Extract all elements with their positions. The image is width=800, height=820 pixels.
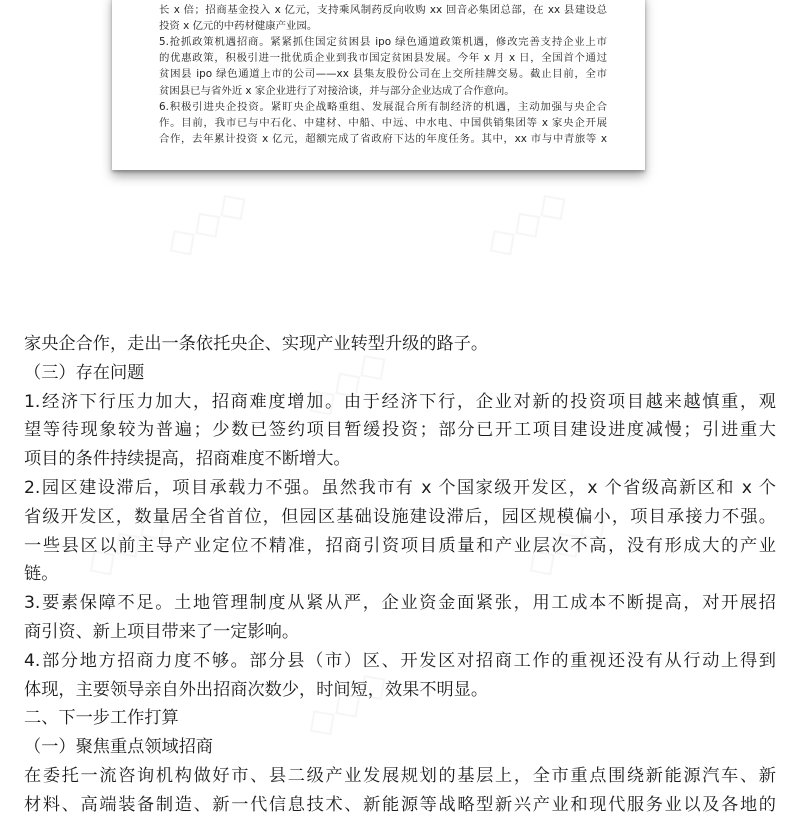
preview-line: 投资 x 亿元的中药材健康产业园。 [159, 20, 318, 33]
body-line: 家央企合作，走出一条依托央企、实现产业转型升级的路子。 [24, 334, 489, 354]
preview-line: 作。目前，我市已与中石化、中建材、中船、中远、中水电、中国供销集团等 x 家央企开展 [159, 116, 607, 129]
preview-line: 5.抢抓政策机遇招商。紧紧抓住国定贫困县 ipo 绿色通道政策机遇，修改完善支持企业上市 [159, 36, 607, 49]
section-heading: 二、下一步工作打算 [24, 708, 179, 729]
body-line: 商引资、新上项目带来了一定影响。 [24, 621, 300, 642]
preview-line: 的优惠政策，积极引进一批优质企业到我市国定贫困县发展。今年 x 月 x 日，全国首个通过 [159, 52, 607, 65]
body-line: 省级开发区，数量居全省首位，但园区基础设施建设滞后，园区规模偏小，项目承接力不强。 [24, 506, 776, 527]
body-line: 在委托一流咨询机构做好市、县二级产业发展规划的基层上，全市重点围绕新能源汽车、新 [24, 765, 776, 786]
preview-line: 贫困县已与省外近 x 家企业进行了对接洽谈，并与部分企业达成了合作意向。 [159, 84, 515, 97]
preview-line: 6.积极引进央企投资。紧盯央企战略重组、发展混合所有制经济的机遇，主动加强与央企合 [159, 100, 607, 113]
document-body [24, 330, 776, 820]
body-line: 材料、高端装备制造、新一代信息技术、新能源等战略型新兴产业和现代服务业以及各地的 [24, 794, 776, 815]
preview-line: 贫困县 ipo 绿色通道上市的公司——xx 县集友股份公司在上交所挂牌交易。截止目前，全市 [159, 68, 607, 81]
preview-line: 长 x 倍；招商基金投入 x 亿元，支持乘风制药反向收购 xx 回音必集团总部，在 xx 县建设总 [159, 4, 607, 17]
watermark-mark: ◇◇◇ [75, 497, 178, 589]
body-line: 望等待现象较为普遍；少数已签约项目暂缓投资；部分已开工项目建设进度减慢；引进重大 [24, 420, 776, 441]
subsection-heading: （一）聚焦重点领域招商 [24, 737, 214, 758]
preview-line: 合作，去年累计投资 x 亿元，超额完成了省政府下达的年度任务。其中，xx 市与中青旅等 x [159, 132, 607, 145]
section-heading: （三）存在问题 [24, 362, 145, 383]
body-line: 2.园区建设滞后，项目承载力不强。虽然我市有 x 个国家级开发区，x 个省级高新区和 x 个 [24, 477, 776, 498]
body-line: 一些县区以前主导产业定位不精准，招商引资项目质量和产业层次不高，没有形成大的产业 [24, 535, 776, 556]
watermark-mark: ◇◇◇ [475, 177, 578, 269]
watermark-mark: ◇◇◇ [155, 177, 258, 269]
preview-text-block [159, 0, 607, 147]
watermark-mark: ◇◇◇ [515, 497, 618, 589]
document-page-preview [112, 0, 645, 170]
body-line: 链。 [24, 564, 59, 585]
body-line: 体现，主要领导亲自外出招商次数少，时间短，效果不明显。 [24, 679, 489, 700]
body-line: 项目的条件持续提高，招商难度不断增大。 [24, 449, 351, 470]
body-line: 4.部分地方招商力度不够。部分县（市）区、开发区对招商工作的重视还没有从行动上得到 [24, 650, 776, 671]
watermark-mark: ◇◇◇ [295, 657, 398, 749]
watermark-mark: ◇◇◇ [295, 337, 398, 429]
body-line: 1.经济下行压力加大，招商难度增加。由于经济下行，企业对新的投资项目越来越慎重，观 [24, 391, 776, 412]
body-line: 3.要素保障不足。土地管理制度从紧从严，企业资金面紧张，用工成本不断提高，对开展招 [24, 593, 776, 614]
